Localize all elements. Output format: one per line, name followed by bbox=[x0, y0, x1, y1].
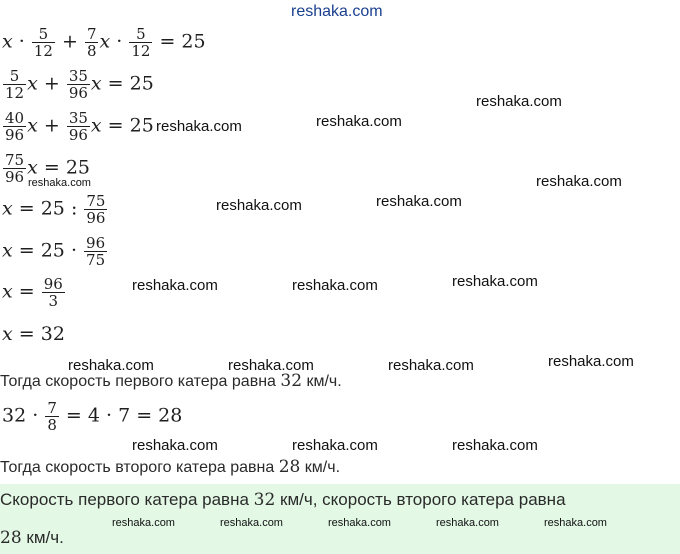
watermark: reshaka.com bbox=[376, 193, 462, 210]
watermark: reshaka.com bbox=[132, 437, 218, 454]
watermark: reshaka.com bbox=[220, 517, 283, 529]
equation-line-1: x · $\frac{5}{12}$ + $\frac{7}{8}$ x · $\frac{5}{12}$ = 25 bbox=[2, 25, 206, 60]
result-text-1: Тогда скорость первого катера равна 32 км/ч. bbox=[0, 371, 342, 391]
equation-line-6: x = 25 · $\frac{96}{75}$ bbox=[2, 234, 106, 269]
watermark: reshaka.com bbox=[292, 437, 378, 454]
equals-25: = 25 bbox=[159, 30, 206, 53]
watermark: reshaka.com bbox=[452, 273, 538, 290]
equation-line-4: $\frac{75}{96}$ x = 25 bbox=[5, 151, 90, 186]
watermark: reshaka.com bbox=[28, 177, 91, 189]
fraction: $\frac{7}{8}$ bbox=[86, 25, 97, 60]
watermark: reshaka.com bbox=[476, 93, 562, 110]
watermark: reshaka.com bbox=[328, 517, 391, 529]
watermark: reshaka.com bbox=[548, 353, 634, 370]
result-text-2: Тогда скорость второго катера равна 28 км/ч. bbox=[0, 457, 341, 477]
equation-line-3: $\frac{40}{96}$ x + $\frac{35}{96}$ x = 25 bbox=[5, 109, 154, 144]
site-header-link[interactable]: reshaka.com bbox=[291, 3, 383, 20]
equation-line-7: x = $\frac{96}{3}$ bbox=[2, 275, 63, 310]
watermark: reshaka.com bbox=[112, 517, 175, 529]
equation-line-2: $\frac{5}{12}$ x + $\frac{35}{96}$ x = 25 bbox=[5, 67, 154, 102]
watermark: reshaka.com bbox=[316, 113, 402, 130]
fraction: $\frac{5}{12}$ bbox=[131, 25, 151, 60]
watermark: reshaka.com bbox=[132, 277, 218, 294]
watermark: reshaka.com bbox=[436, 517, 499, 529]
watermark: reshaka.com bbox=[216, 197, 302, 214]
answer-line-1: Скорость первого катера равна 32 км/ч, скорость второго катера равна bbox=[0, 490, 566, 510]
equation-line-9: 32 · $\frac{7}{8}$ = 4 · 7 = 28 bbox=[2, 399, 183, 434]
var-x: x bbox=[2, 30, 13, 53]
watermark: reshaka.com bbox=[68, 357, 154, 374]
watermark: reshaka.com bbox=[228, 357, 314, 374]
answer-line-2: 28 км/ч. bbox=[0, 528, 64, 548]
watermark: reshaka.com bbox=[536, 173, 622, 190]
watermark: reshaka.com bbox=[544, 517, 607, 529]
equation-line-5: x = 25 : $\frac{75}{96}$ bbox=[2, 192, 106, 227]
watermark: reshaka.com bbox=[156, 118, 242, 135]
fraction: $\frac{5}{12}$ bbox=[33, 25, 53, 60]
watermark: reshaka.com bbox=[388, 357, 474, 374]
watermark: reshaka.com bbox=[292, 277, 378, 294]
watermark: reshaka.com bbox=[452, 437, 538, 454]
equation-line-8: x = 32 bbox=[2, 323, 65, 345]
